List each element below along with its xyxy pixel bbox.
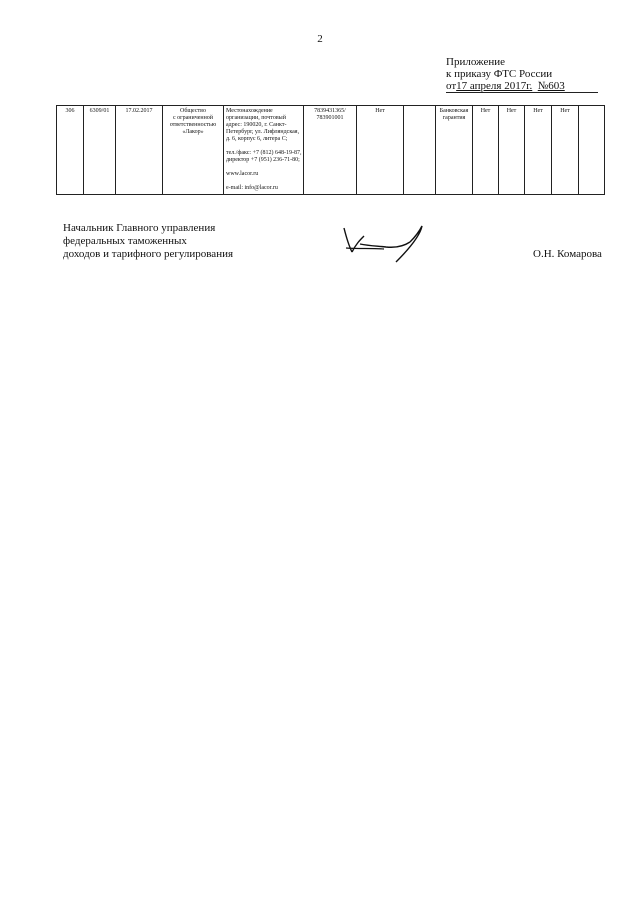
page-number: 2 xyxy=(317,33,323,45)
appendix-line-2: к приказу ФТС России xyxy=(446,68,553,80)
appendix-line-1: Приложение xyxy=(446,56,506,68)
appendix-from: от xyxy=(446,80,457,92)
appendix-date: 17 апреля 2017г. xyxy=(456,80,533,92)
cell-col15 xyxy=(579,106,605,195)
appendix-number: №603 xyxy=(537,80,565,92)
handwritten-signature xyxy=(338,222,428,269)
signer-name: О.Н. Комарова xyxy=(533,248,602,260)
cell-col12: Нет xyxy=(499,106,525,195)
cell-date: 17.02.2017 xyxy=(116,106,163,195)
cell-col9 xyxy=(404,106,436,195)
cell-col14: Нет xyxy=(552,106,579,195)
cell-guarantee: Банковская гарантия xyxy=(436,106,473,195)
cell-number: 306 xyxy=(57,106,84,195)
cell-col8: Нет xyxy=(357,106,404,195)
website-link[interactable]: www.lacor.ru xyxy=(226,171,259,177)
register-table xyxy=(56,105,605,195)
email-link[interactable]: e-mail: info@lacor.ru xyxy=(226,185,278,191)
cell-col11: Нет xyxy=(473,106,499,195)
appendix-header xyxy=(446,56,565,92)
cell-org-name: Общество с ограниченной ответственностью «Лакор» xyxy=(163,106,224,195)
table-row xyxy=(57,106,605,195)
appendix-underline xyxy=(446,92,598,93)
appendix-order-line xyxy=(446,80,565,92)
cell-address: Местонахождение организации, почтовый адрес: 190020, г. Санкт- Петербург, ул. Лифляндская, д. 6, корпус 6, литера С; тел./факс: +7 (812) 648-19-87, директор +7 (951) 236-71-80; www.lacor.ru e-mail: info@lacor.ru xyxy=(224,106,304,195)
cell-inn-kpp: 7839431365/ 783901001 xyxy=(304,106,357,195)
signatory-title: Начальник Главного управления федеральных таможенных доходов и тарифного регулирования xyxy=(63,222,234,260)
cell-col13: Нет xyxy=(525,106,552,195)
cell-reg-number: 6309/01 xyxy=(84,106,116,195)
